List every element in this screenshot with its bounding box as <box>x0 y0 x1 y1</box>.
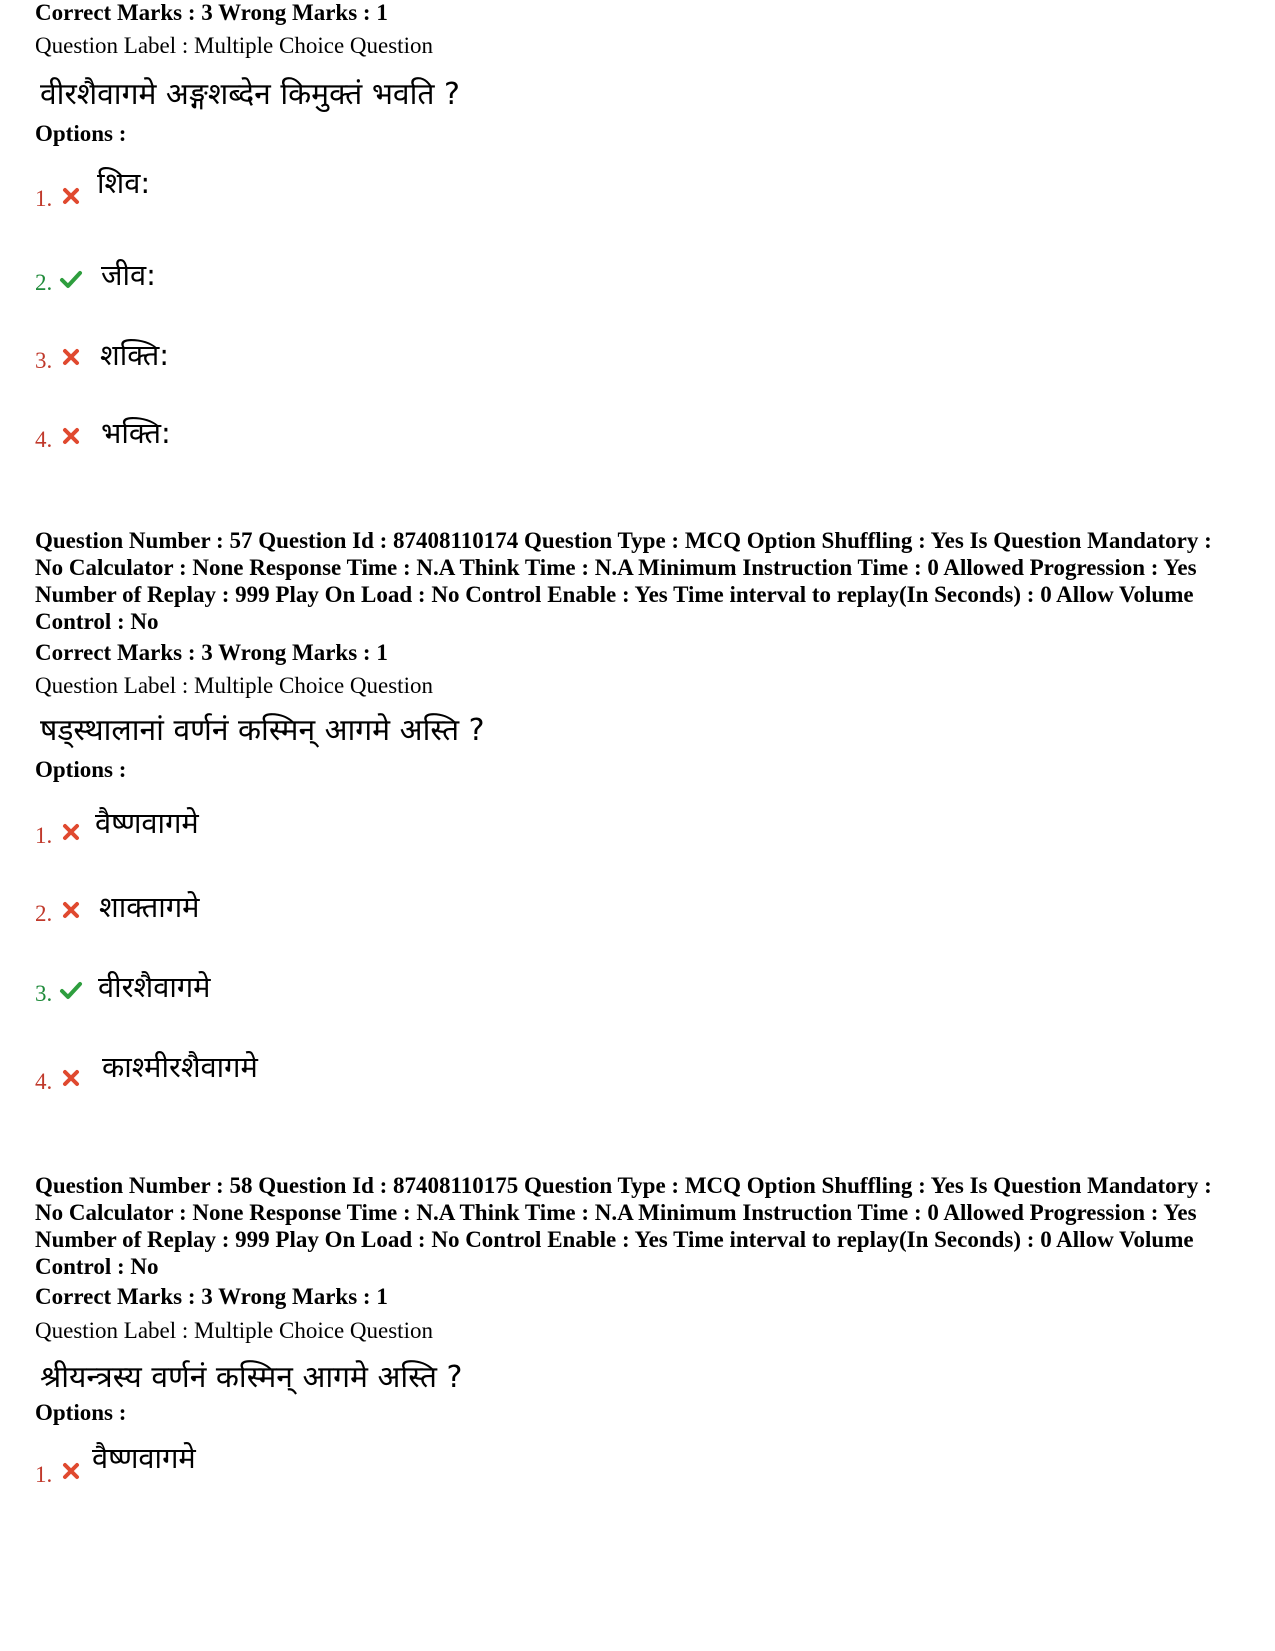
option-text: वैष्णवागमे <box>95 806 199 840</box>
option-text: शक्ति: <box>100 338 170 372</box>
cross-icon <box>60 1067 82 1089</box>
option-text: जीव: <box>101 258 156 292</box>
question-text: षड्स्थालानां वर्णनं कस्मिन् आगमे अस्ति ? <box>40 713 485 748</box>
cross-icon <box>60 1460 82 1482</box>
option-number: 1. <box>35 823 53 848</box>
option-text: भक्ति: <box>101 416 171 450</box>
check-icon <box>59 979 81 1001</box>
question-meta: Question Number : 58 Question Id : 87408110175 Question Type : MCQ Option Shuffling : Yes Is Question Mandatory : No Calculator : None Response Time : N.A Think Time : N.A Minimum Instruction Time : 0 Allowed Progression : Yes Number of Replay : 999 Play On Load : No Control Enable : Yes Time interval to replay(In Seconds) : 0 Allow Volume Control : No <box>35 1173 1212 1279</box>
question-label: Question Label : Multiple Choice Question <box>35 673 433 698</box>
option-number: 2. <box>35 270 53 295</box>
check-icon <box>59 268 81 290</box>
cross-icon <box>60 821 82 843</box>
question-text: वीरशैवागमे अङ्गशब्देन किमुक्तं भवति ? <box>40 77 460 112</box>
option-text: वैष्णवागमे <box>92 1441 196 1475</box>
question-label: Question Label : Multiple Choice Question <box>35 33 433 58</box>
option-number: 4. <box>35 427 53 452</box>
options-heading: Options : <box>35 1400 127 1425</box>
option-number: 4. <box>35 1069 53 1094</box>
option-number: 3. <box>35 348 53 373</box>
option-text: काश्मीरशैवागमे <box>102 1050 258 1084</box>
option-number: 1. <box>35 186 53 211</box>
cross-icon <box>60 346 82 368</box>
cross-icon <box>60 899 82 921</box>
options-heading: Options : <box>35 757 127 782</box>
correct-wrong-marks: Correct Marks : 3 Wrong Marks : 1 <box>35 1284 388 1309</box>
correct-wrong-marks: Correct Marks : 3 Wrong Marks : 1 <box>35 640 388 665</box>
option-text: शाक्तागमे <box>99 890 200 924</box>
correct-wrong-marks: Correct Marks : 3 Wrong Marks : 1 <box>35 0 388 25</box>
question-text: श्रीयन्त्रस्य वर्णनं कस्मिन् आगमे अस्ति ? <box>40 1360 463 1395</box>
option-number: 1. <box>35 1462 53 1487</box>
option-text: वीरशैवागमे <box>98 970 211 1004</box>
options-heading: Options : <box>35 121 127 146</box>
option-number: 2. <box>35 901 53 926</box>
cross-icon <box>60 185 82 207</box>
cross-icon <box>60 425 82 447</box>
question-label: Question Label : Multiple Choice Question <box>35 1318 433 1343</box>
question-meta: Question Number : 57 Question Id : 87408110174 Question Type : MCQ Option Shuffling : Yes Is Question Mandatory : No Calculator : None Response Time : N.A Think Time : N.A Minimum Instruction Time : 0 Allowed Progression : Yes Number of Replay : 999 Play On Load : No Control Enable : Yes Time interval to replay(In Seconds) : 0 Allow Volume Control : No <box>35 528 1212 634</box>
option-text: शिव: <box>97 166 151 200</box>
option-number: 3. <box>35 981 53 1006</box>
